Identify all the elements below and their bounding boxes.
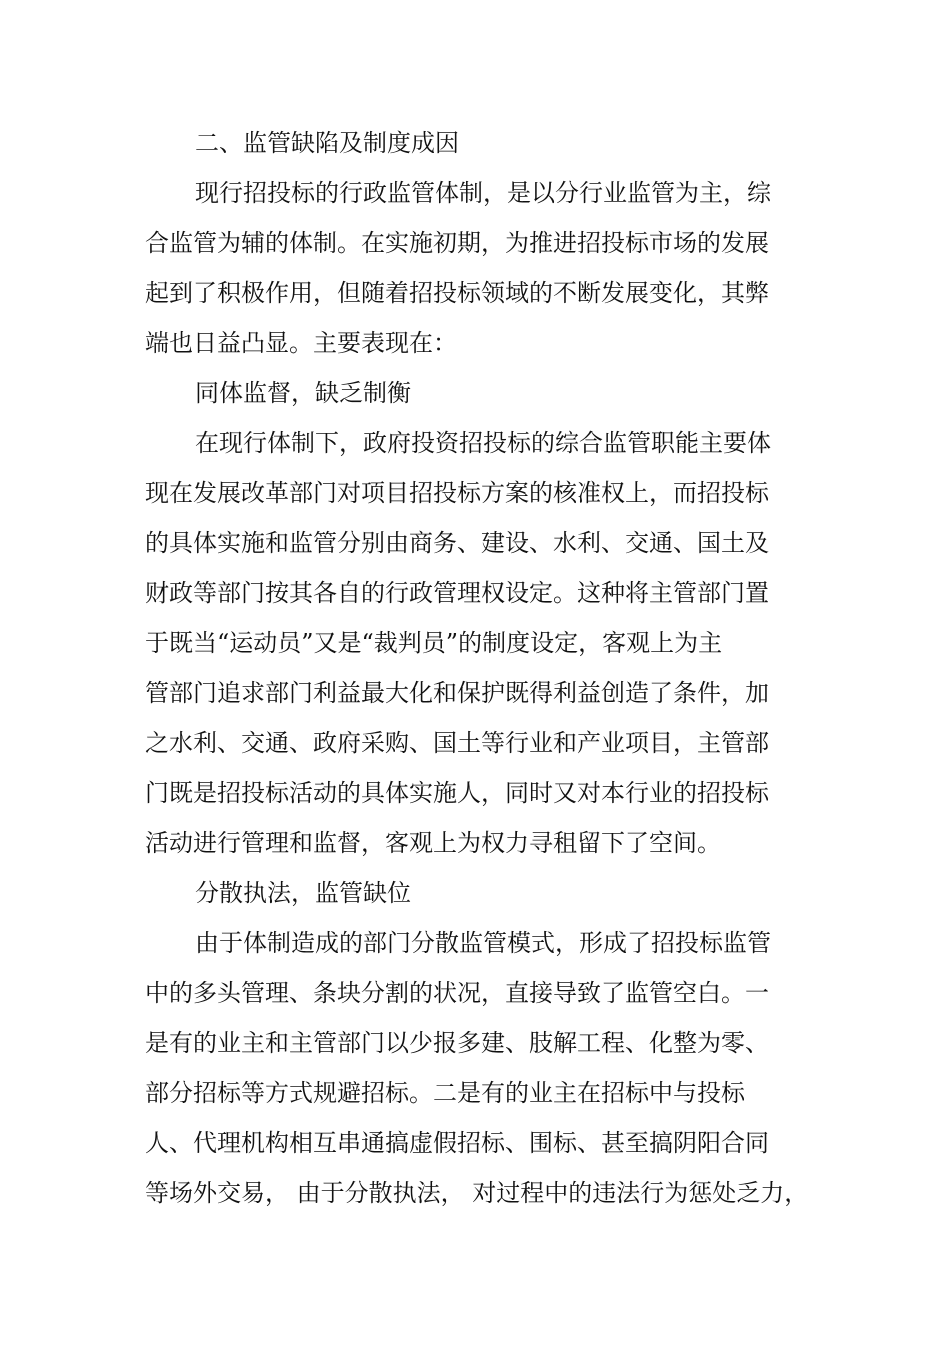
- paragraph-1-line-5: 于既当“运动员”又是“裁判员”的制度设定，客观上为主: [145, 629, 723, 657]
- intro-line-1: 现行招投标的行政监管体制，是以分行业监管为主，综: [195, 179, 771, 207]
- section-heading: 二、监管缺陷及制度成因: [195, 129, 459, 157]
- intro-line-3: 起到了积极作用，但随着招投标领域的不断发展变化，其弊: [145, 279, 769, 307]
- paragraph-2-line-1: 由于体制造成的部门分散监管模式，形成了招投标监管: [195, 929, 771, 957]
- intro-line-4: 端也日益凸显。主要表现在：: [145, 329, 457, 357]
- paragraph-1-line-3: 的具体实施和监管分别由商务、建设、水利、交通、国土及: [145, 529, 769, 557]
- subheading-2: 分散执法，监管缺位: [195, 879, 411, 907]
- paragraph-1-line-6: 管部门追求部门利益最大化和保护既得利益创造了条件，加: [145, 679, 769, 707]
- paragraph-2-line-3: 是有的业主和主管部门以少报多建、肢解工程、化整为零、: [145, 1029, 769, 1057]
- intro-line-2: 合监管为辅的体制。在实施初期，为推进招投标市场的发展: [145, 229, 769, 257]
- paragraph-2-line-6: 等场外交易， 由于分散执法， 对过程中的违法行为惩处乏力，: [145, 1179, 809, 1207]
- subheading-1: 同体监督，缺乏制衡: [195, 379, 411, 407]
- paragraph-2-line-2: 中的多头管理、条块分割的状况，直接导致了监管空白。一: [145, 979, 769, 1007]
- paragraph-1-line-7: 之水利、交通、政府采购、国土等行业和产业项目，主管部: [145, 729, 769, 757]
- paragraph-1-line-4: 财政等部门按其各自的行政管理权设定。这种将主管部门置: [145, 579, 769, 607]
- paragraph-1-line-9: 活动进行管理和监督，客观上为权力寻租留下了空间。: [145, 829, 721, 857]
- paragraph-1-line-8: 门既是招投标活动的具体实施人，同时又对本行业的招投标: [145, 779, 769, 807]
- paragraph-1-line-1: 在现行体制下，政府投资招投标的综合监管职能主要体: [195, 429, 771, 457]
- paragraph-2-line-5: 人、代理机构相互串通搞虚假招标、围标、甚至搞阴阳合同: [145, 1129, 769, 1157]
- paragraph-2-line-4: 部分招标等方式规避招标。二是有的业主在招标中与投标: [145, 1079, 745, 1107]
- paragraph-1-line-2: 现在发展改革部门对项目招投标方案的核准权上，而招投标: [145, 479, 769, 507]
